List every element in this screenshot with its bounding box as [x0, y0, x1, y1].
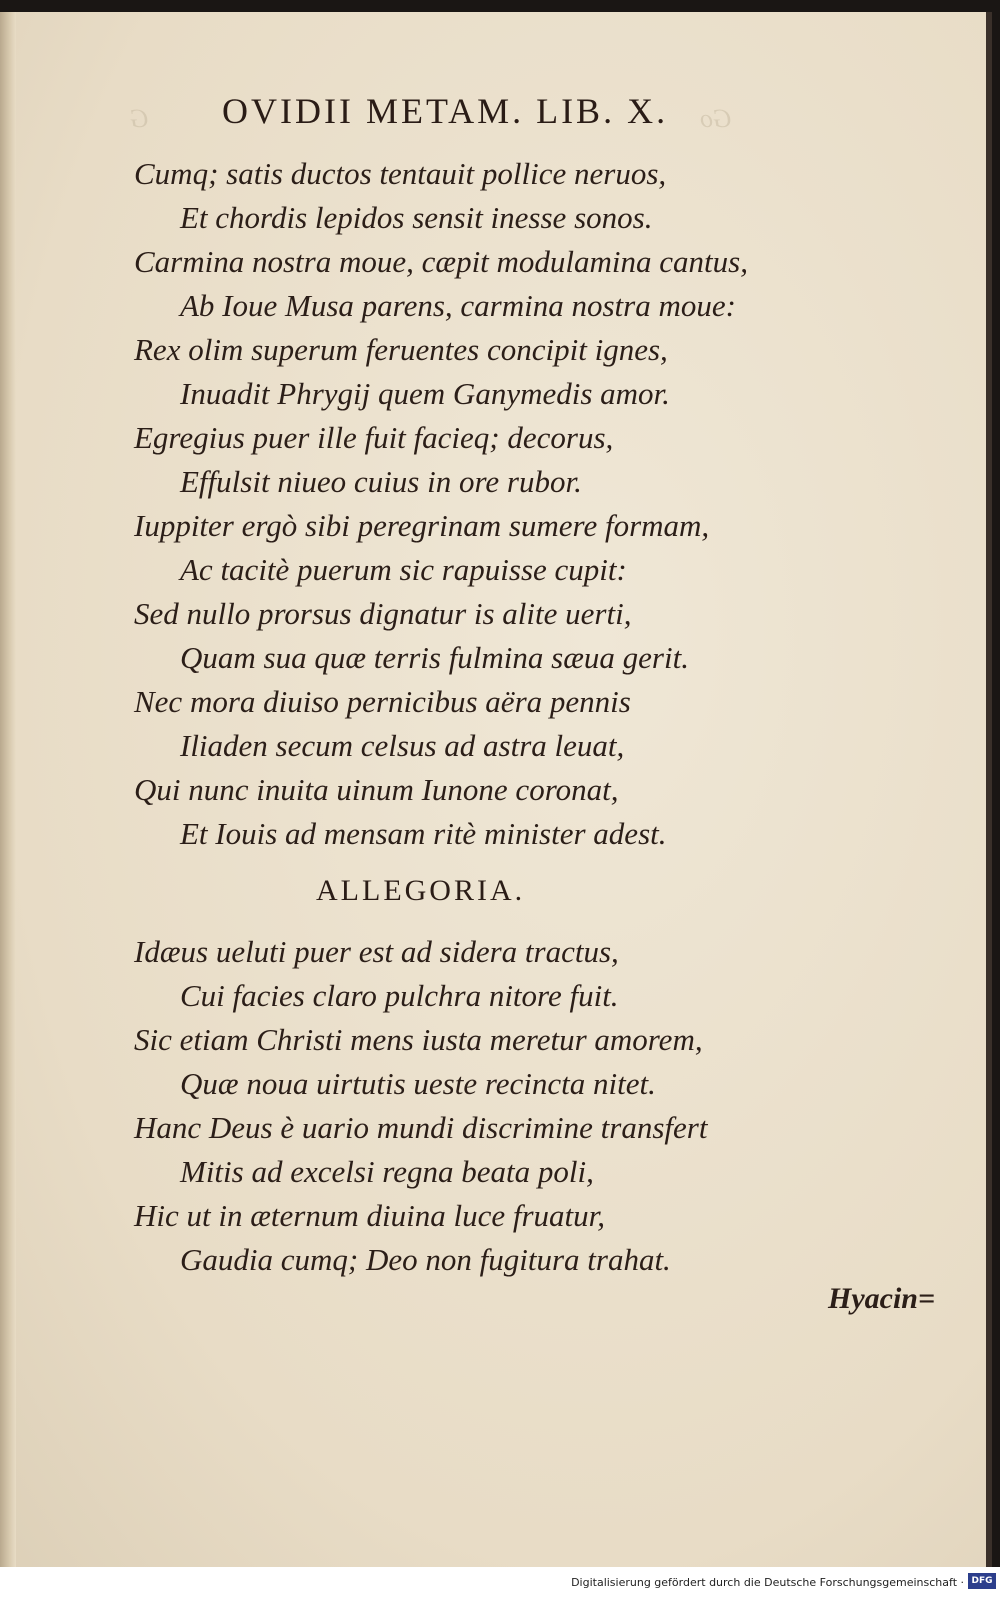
allegoria-line: Cui facies claro pulchra nitore fuit.	[180, 978, 619, 1013]
show-through-text: Go	[700, 104, 732, 133]
funding-credit: Digitalisierung gefördert durch die Deutsche Forschungsgemeinschaft ·	[571, 1576, 964, 1589]
allegoria-line: Idæus ueluti puer est ad sidera tractus,	[134, 934, 619, 969]
section-heading: ALLEGORIA.	[316, 874, 526, 907]
allegoria-line: Gaudia cumq; Deo non fugitura trahat.	[180, 1242, 671, 1277]
allegoria-line: Sic etiam Christi mens iusta meretur amorem,	[134, 1022, 703, 1057]
verse-line: Rex olim superum feruentes concipit ignes,	[134, 332, 668, 367]
verse-line: Et chordis lepidos sensit inesse sonos.	[180, 200, 653, 235]
book-page	[0, 12, 992, 1567]
verse-line: Ac tacitè puerum sic rapuisse cupit:	[180, 552, 627, 587]
verse-line: Nec mora diuiso pernicibus aëra pennis	[134, 684, 631, 719]
running-head: OVIDII METAM. LIB. X.	[222, 91, 669, 131]
verse-line: Quam sua quæ terris fulmina sæua gerit.	[180, 640, 689, 675]
page-gutter-shadow	[0, 12, 16, 1567]
verse-line: Iliaden secum celsus ad astra leuat,	[180, 728, 625, 763]
dfg-logo-icon: DFG	[968, 1573, 996, 1589]
verse-line: Inuadit Phrygij quem Ganymedis amor.	[180, 376, 670, 411]
show-through-text: G	[130, 104, 149, 133]
verse-line: Carmina nostra moue, cæpit modulamina cantus,	[134, 244, 748, 279]
verse-line: Et Iouis ad mensam ritè minister adest.	[180, 816, 667, 851]
verse-line: Iuppiter ergò sibi peregrinam sumere formam,	[134, 508, 710, 543]
catchword: Hyacin=	[828, 1282, 936, 1315]
page-edge	[986, 12, 992, 1567]
allegoria-line: Hic ut in æternum diuina luce fruatur,	[134, 1198, 606, 1233]
verse-line: Cumq; satis ductos tentauit pollice neruos,	[134, 156, 667, 191]
verse-line: Effulsit niueo cuius in ore rubor.	[180, 464, 582, 499]
allegoria-line: Mitis ad excelsi regna beata poli,	[180, 1154, 594, 1189]
allegoria-line: Quæ noua uirtutis ueste recincta nitet.	[180, 1066, 656, 1101]
verse-line: Sed nullo prorsus dignatur is alite uerti,	[134, 596, 632, 631]
digitization-footer	[0, 1567, 1000, 1601]
verse-line: Egregius puer ille fuit facieq; decorus,	[134, 420, 614, 455]
verse-line: Ab Ioue Musa parens, carmina nostra moue:	[180, 288, 736, 323]
allegoria-line: Hanc Deus è uario mundi discrimine transfert	[134, 1110, 708, 1145]
verse-line: Qui nunc inuita uinum Iunone coronat,	[134, 772, 619, 807]
